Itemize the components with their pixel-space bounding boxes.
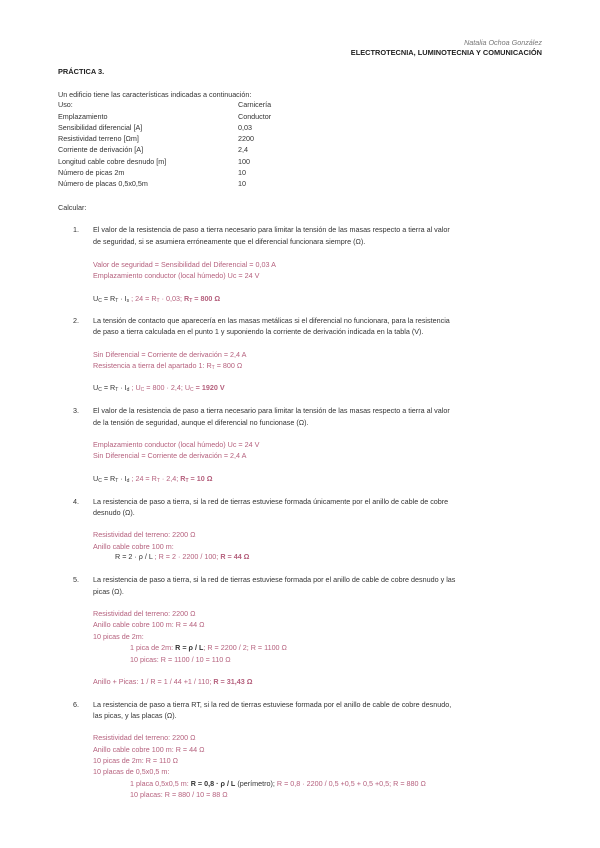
result: $R_T = 800$ Ω xyxy=(183,294,221,304)
question-text: La tensión de contacto que aparecería en las masas metálicas si el diferencial no funcionara, para la resistencia xyxy=(93,316,450,325)
given-value: 10 picas de 2m: R = 110 Ω xyxy=(93,756,178,765)
question-number: 3. xyxy=(73,406,79,415)
table-row-key: Longitud cable cobre desnudo [m] xyxy=(58,157,167,166)
table-row-key: Corriente de derivación [A] xyxy=(58,145,144,154)
given-value: Emplazamiento conductor (local húmedo) Uc = 24 V xyxy=(93,271,260,280)
question-text: La resistencia de paso a tierra, si la red de tierras estuviese formada por el anillo de cable de cobre desnudo y las xyxy=(93,575,456,584)
question-text: de seguridad, si se asumiera erróneamente que el diferencial funcionara siempre (Ω). xyxy=(93,237,366,246)
given-value: Valor de seguridad = Sensibilidad del Diferencial = 0,03 A xyxy=(93,260,276,269)
intro-text: Un edificio tiene las características indicadas a continuación: xyxy=(58,90,252,99)
formula-line: 10 picas: R = 1100 / 10 = 110 Ω xyxy=(130,655,231,664)
question-number: 6. xyxy=(73,700,79,709)
formula-line: $U_C = R_T \cdot I_s$ ; $24 = R_T \cdot 0,03$; $R_T = 800$ Ω xyxy=(93,294,221,304)
result: R = 44 Ω xyxy=(220,552,250,561)
question-number: 1. xyxy=(73,225,79,234)
question-text: El valor de la resistencia de paso a tierra necesario para limitar la tensión de las masas respecto a tierra al valor xyxy=(93,406,450,415)
question-text: las picas, y las placas (Ω). xyxy=(93,711,177,720)
formula-line: $U_C = R_T \cdot I_d$ ; $24 = R_T \cdot 2,4$; $R_T = 10$ Ω xyxy=(93,474,213,484)
question-text: picas (Ω). xyxy=(93,587,124,596)
table-row-key: Emplazamiento xyxy=(58,112,108,121)
given-value: Resistividad del terreno: 2200 Ω xyxy=(93,733,196,742)
given-value: Resistencia a tierra del apartado 1: $R_T = 800$ Ω xyxy=(93,361,243,371)
formula-line: 10 placas: R = 880 / 10 = 88 Ω xyxy=(130,790,228,799)
given-value: 10 placas de 0,5x0,5 m: xyxy=(93,767,170,776)
table-row-key: Uso: xyxy=(58,100,73,109)
given-value: Resistividad del terreno: 2200 Ω xyxy=(93,609,196,618)
table-row-key: Sensibilidad diferencial [A] xyxy=(58,123,143,132)
formula-line: 1 pica de 2m: R = ρ / L; R = 2200 / 2; R = 1100 Ω xyxy=(130,643,287,652)
question-number: 5. xyxy=(73,575,79,584)
formula-line: R = 2 · ρ / L ; R = 2 · 2200 / 100; R = 44 Ω xyxy=(115,552,250,561)
question-text: La resistencia de paso a tierra, si la red de tierras estuviese formada únicamente por el anillo de cable de cobre xyxy=(93,497,449,506)
question-number: 2. xyxy=(73,316,79,325)
result: R = 31,43 Ω xyxy=(213,677,253,686)
given-value: Resistividad del terreno: 2200 Ω xyxy=(93,530,196,539)
formula-line: Anillo + Picas: 1 / R = 1 / 44 +1 / 110; R = 31,43 Ω xyxy=(93,677,253,686)
table-row-value: 100 xyxy=(238,157,250,166)
table-row-value: 0,03 xyxy=(238,123,252,132)
table-row-value: 10 xyxy=(238,168,246,177)
formula-line: $U_C = R_T \cdot I_d$ ; $U_C = 800 \cdot 2,4$; $U_C = 1920$ V xyxy=(93,383,225,393)
question-text: El valor de la resistencia de paso a tierra necesario para limitar la tensión de las masas respecto a tierra al valor xyxy=(93,225,450,234)
table-row-value: 10 xyxy=(238,179,246,188)
given-value: Emplazamiento conductor (local húmedo) Uc = 24 V xyxy=(93,440,260,449)
page-title: PRÁCTICA 3. xyxy=(58,67,105,76)
course-title: ELECTROTECNIA, LUMINOTECNIA Y COMUNICACIÓN xyxy=(350,48,542,57)
given-value: Anillo cable cobre 100 m: R = 44 Ω xyxy=(93,620,205,629)
given-value: 10 picas de 2m: xyxy=(93,632,144,641)
question-text: de paso a tierra calculada en el punto 1 y suponiendo la corriente de derivación indicada en la tabla (V). xyxy=(93,327,424,336)
result: $R_T = 10$ Ω xyxy=(180,474,213,484)
table-row-key: Número de picas 2m xyxy=(58,168,125,177)
question-text: La resistencia de paso a tierra RT, si la red de tierras estuviese formada por el anillo de cable de cobre desnudo, xyxy=(93,700,452,709)
given-value: Anillo cable cobre 100 m: R = 44 Ω xyxy=(93,745,205,754)
given-value: Sin Diferencial = Corriente de derivación = 2,4 A xyxy=(93,350,247,359)
question-text: desnudo (Ω). xyxy=(93,508,135,517)
table-row-value: Conductor xyxy=(238,112,272,121)
formula-line: 1 placa 0,5x0,5 m: R = 0,8 · ρ / L (perímetro); R = 0,8 · 2200 / 0,5 +0,5 + 0,5 +0,5; R = 880 Ω xyxy=(130,779,426,788)
question-number: 4. xyxy=(73,497,79,506)
table-row-value: 2,4 xyxy=(238,145,248,154)
table-row-key: Número de placas 0,5x0,5m xyxy=(58,179,148,188)
given-value: Anillo cable cobre 100 m: xyxy=(93,542,174,551)
calc-label: Calcular: xyxy=(58,203,87,212)
given-value: Sin Diferencial = Corriente de derivación = 2,4 A xyxy=(93,451,247,460)
question-text: de la tensión de seguridad, aunque el diferencial no funcionase (Ω). xyxy=(93,418,309,427)
table-row-value: 2200 xyxy=(238,134,254,143)
table-row-value: Carnicería xyxy=(238,100,272,109)
result: = 1920 V xyxy=(193,383,225,392)
table-row-key: Resistividad terreno [Ωm] xyxy=(58,134,139,143)
author-name: Natalia Ochoa González xyxy=(464,38,542,47)
